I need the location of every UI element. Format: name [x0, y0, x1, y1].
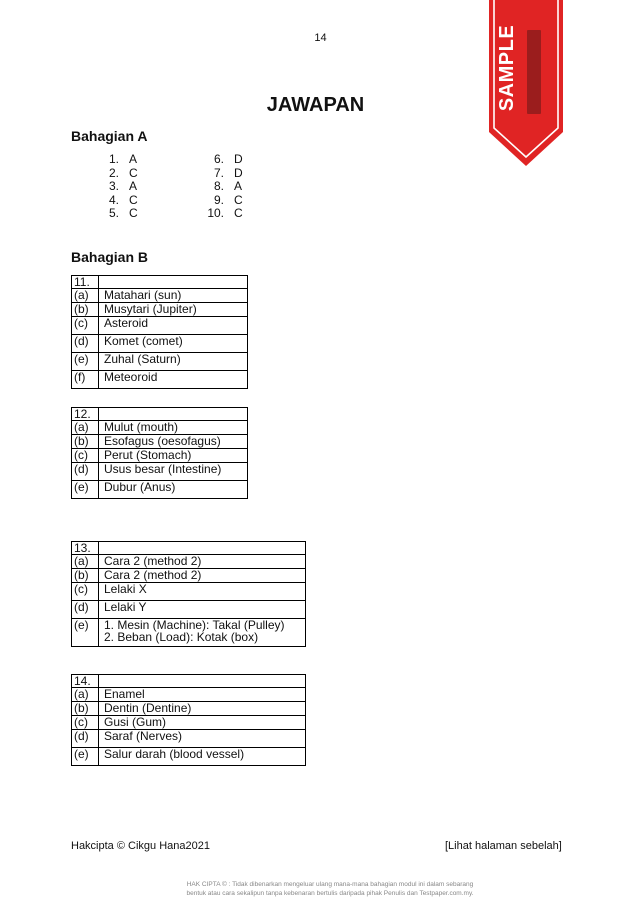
question-number: 14.	[72, 675, 99, 688]
mcq-item	[97, 153, 138, 167]
row-label: (c)	[72, 449, 99, 463]
row-answer: Lelaki X	[99, 583, 306, 601]
row-answer-line-1: 1. Mesin (Machine): Takal (Pulley)	[104, 618, 285, 632]
mcq-answer: C	[129, 206, 138, 220]
row-label: (e)	[72, 748, 99, 766]
section-a-heading: Bahagian A	[71, 128, 148, 144]
row-answer: Salur darah (blood vessel)	[99, 748, 306, 766]
table-header-row	[72, 542, 306, 555]
table-row	[72, 371, 248, 389]
table-row	[72, 353, 248, 371]
row-answer-multiline	[99, 619, 306, 647]
page-title: JAWAPAN	[266, 94, 365, 116]
mcq-answer: A	[234, 179, 243, 193]
table-header-row	[72, 408, 248, 421]
row-label: (d)	[72, 601, 99, 619]
table-row	[72, 463, 248, 481]
mcq-number: 8.	[213, 179, 224, 193]
table-row	[72, 569, 306, 583]
mcq-item	[202, 180, 243, 194]
table-header-row	[72, 276, 248, 289]
row-label: (d)	[72, 335, 99, 353]
row-label: (b)	[72, 303, 99, 317]
question-number: 11.	[72, 276, 99, 289]
mcq-number: 1.	[108, 152, 119, 166]
table-row	[72, 716, 306, 730]
row-answer: Esofagus (oesofagus)	[99, 435, 248, 449]
footer-notice-line-2: bentuk atau cara sekalipun tanpa kebenaran bertulis daripada pihak Penulis dan Testpaper.com.my.	[186, 890, 474, 897]
row-label: (b)	[72, 569, 99, 583]
row-answer: Usus besar (Intestine)	[99, 463, 248, 481]
table-row	[72, 435, 248, 449]
row-answer: Mulut (mouth)	[99, 421, 248, 435]
row-label: (d)	[72, 730, 99, 748]
mcq-number: 2.	[108, 165, 119, 180]
table-row	[72, 702, 306, 716]
row-label: (e)	[72, 481, 99, 499]
section-b-heading: Bahagian B	[71, 249, 149, 265]
header-cell	[99, 675, 306, 688]
table-row	[72, 289, 248, 303]
table-row	[72, 317, 248, 335]
row-answer: Lelaki Y	[99, 601, 306, 619]
answer-table-13	[71, 541, 306, 647]
mcq-item	[202, 207, 243, 221]
mcq-answer: A	[129, 152, 138, 166]
header-cell	[99, 542, 306, 555]
table-row	[72, 303, 248, 317]
table-row	[72, 421, 248, 435]
mcq-item	[202, 153, 243, 167]
row-answer: Meteoroid	[99, 371, 248, 389]
header-cell	[99, 276, 248, 289]
table-row	[72, 730, 306, 748]
footer-next-page: [Lihat halaman sebelah]	[445, 840, 562, 852]
mcq-column-1	[97, 153, 138, 221]
mcq-column-2	[202, 153, 243, 221]
table-row	[72, 555, 306, 569]
header-cell	[99, 408, 248, 421]
row-answer: Enamel	[99, 688, 306, 702]
table-row	[72, 688, 306, 702]
table-row	[72, 748, 306, 766]
mcq-answer: C	[234, 192, 243, 207]
row-answer: Dentin (Dentine)	[99, 702, 306, 716]
mcq-answer: C	[234, 206, 243, 220]
row-label: (a)	[72, 555, 99, 569]
mcq-item	[97, 180, 138, 194]
row-label: (d)	[72, 463, 99, 481]
sample-ribbon	[489, 0, 563, 168]
answer-table-12	[71, 407, 248, 499]
row-answer: Komet (comet)	[99, 335, 248, 353]
table-row	[72, 583, 306, 601]
footer-notice-line-1: HAK CIPTA © : Tidak dibenarkan mengeluar ulang mana-mana bahagian modul ini dalam sebarang	[186, 881, 474, 888]
row-label: (e)	[72, 619, 99, 647]
mcq-answer: A	[129, 179, 138, 193]
row-answer: Saraf (Nerves)	[99, 730, 306, 748]
row-answer: Gusi (Gum)	[99, 716, 306, 730]
row-answer: Cara 2 (method 2)	[99, 555, 306, 569]
row-label: (b)	[72, 435, 99, 449]
mcq-item	[97, 194, 138, 208]
table-row	[72, 481, 248, 499]
mcq-number: 10.	[207, 206, 224, 220]
row-answer: Cara 2 (method 2)	[99, 569, 306, 583]
table-row	[72, 601, 306, 619]
table-row	[72, 335, 248, 353]
row-label: (c)	[72, 317, 99, 335]
row-answer: Dubur (Anus)	[99, 481, 248, 499]
footer-copyright-notice	[120, 880, 540, 898]
row-label: (f)	[72, 371, 99, 389]
mcq-item	[97, 207, 138, 221]
mcq-number: 6.	[213, 152, 224, 166]
mcq-item	[97, 167, 138, 181]
mcq-number: 3.	[108, 179, 119, 193]
answer-table-11	[71, 275, 248, 389]
row-answer: Asteroid	[99, 317, 248, 335]
table-header-row	[72, 675, 306, 688]
row-answer: Zuhal (Saturn)	[99, 353, 248, 371]
mcq-answer: D	[234, 165, 243, 180]
table-row	[72, 449, 248, 463]
answer-table-14	[71, 674, 306, 766]
row-answer: Perut (Stomach)	[99, 449, 248, 463]
question-number: 13.	[72, 542, 99, 555]
row-label: (a)	[72, 688, 99, 702]
mcq-number: 9.	[213, 192, 224, 207]
mcq-item	[202, 167, 243, 181]
mcq-answer: C	[129, 165, 138, 180]
row-label: (c)	[72, 716, 99, 730]
row-answer: Musytari (Jupiter)	[99, 303, 248, 317]
mcq-number: 7.	[213, 165, 224, 180]
mcq-item	[202, 194, 243, 208]
row-label: (e)	[72, 353, 99, 371]
row-label: (c)	[72, 583, 99, 601]
table-row	[72, 619, 306, 647]
mcq-number: 5.	[108, 206, 119, 220]
row-label: (a)	[72, 289, 99, 303]
page-number: 14	[314, 32, 327, 44]
mcq-answer: D	[234, 152, 243, 166]
row-answer-line-2: 2. Beban (Load): Kotak (box)	[104, 630, 259, 644]
sample-stamp-text: SAMPLE	[496, 24, 518, 112]
row-label: (b)	[72, 702, 99, 716]
row-label: (a)	[72, 421, 99, 435]
mcq-answer: C	[129, 192, 138, 207]
question-number: 12.	[72, 408, 99, 421]
footer-copyright: Hakcipta © Cikgu Hana2021	[71, 840, 210, 852]
row-answer: Matahari (sun)	[99, 289, 248, 303]
mcq-number: 4.	[108, 192, 119, 207]
